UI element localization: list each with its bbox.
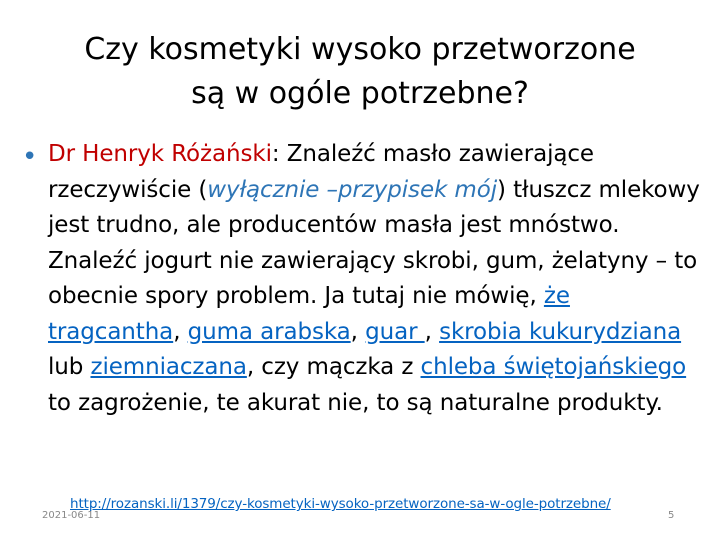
text-segment: , [350, 318, 366, 345]
title-line-1: Czy kosmetyki wysoko przetworzone [84, 32, 636, 67]
text-segment: ) tłuszcz mlekowy jest trudno, ale producentów masła jest mnóstwo. Znaleźć jogurt nie zawierający skrobi, gum, żelatyny – to obecnie spory problem. Ja tutaj nie mówię, [48, 176, 700, 309]
link-guma-arabska[interactable]: guma arabska [187, 318, 351, 345]
text-segment: , [173, 318, 188, 345]
text-segment: , czy mączka z [246, 354, 421, 380]
bullet-dot-icon: • [22, 142, 38, 172]
link-tragcantha[interactable]: że tragcantha [48, 283, 570, 345]
source-url-link[interactable]: http://rozanski.li/1379/czy-kosmetyki-wysoko-przetworzone-sa-w-ogle-potrzebne/ [70, 496, 611, 512]
link-guar[interactable]: guar [365, 318, 425, 345]
text-segment: lub [48, 354, 91, 380]
page-number: 5 [668, 510, 675, 521]
link-chleb-swietojanski[interactable]: chleba świętojańskiego [420, 354, 687, 380]
author-name: Dr Henryk Różański [48, 141, 272, 167]
bullet-text [48, 137, 700, 421]
text-segment: to zagrożenie, te akurat nie, to są naturalne produkty. [48, 389, 663, 416]
footer-date: 2021-06-11 [42, 510, 101, 521]
slide-title [0, 28, 720, 116]
link-skrobia-kukurydziana[interactable]: skrobia kukurydziana [439, 318, 682, 345]
text-segment: : Znaleźć masło zawierające rzeczywiście ( [48, 141, 594, 203]
text-segment: , [424, 318, 440, 345]
link-ziemniaczana[interactable]: ziemniaczana [90, 354, 247, 380]
author-note: wyłącznie –przypisek mój [207, 176, 497, 203]
title-line-2: są w ogóle potrzebne? [191, 76, 529, 111]
